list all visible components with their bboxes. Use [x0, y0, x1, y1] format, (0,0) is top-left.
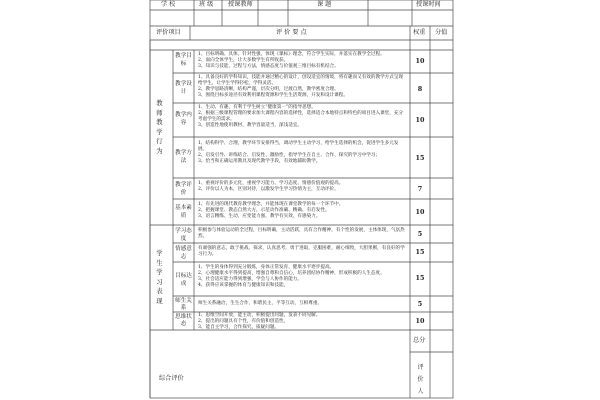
criteria-item: 1、目标明确、具体，针对性强，体现《课标》理念，符合学生实际，并落实在教学全过程。	[198, 52, 385, 57]
criteria-item: 积极参与体验运动的全过程，目标明确，主动活跃，具有合作精神，有个性的发展，主体体现，气氛热烈。	[198, 228, 405, 240]
evaluator-label: 评价人	[417, 364, 424, 395]
weight-teacher-student: 5	[417, 300, 423, 308]
criteria-item: 2、心理健康水平得到提高，增强自尊和自信心，培养团结协作精神，形成积极的人生态度。	[198, 271, 385, 277]
criteria-teaching-content	[198, 105, 406, 129]
evaluator-input[interactable]	[431, 356, 456, 396]
criteria-item: 2、提出的问题具有个性，有价值和创造性。	[198, 319, 289, 325]
criteria-item: 3、能自主学习，合作探究，质疑问题。	[198, 325, 280, 331]
criteria-item: 3、语言精练、生动，应变能力强，教学有实效，有感染力。	[198, 214, 321, 220]
criteria-teaching-method	[198, 141, 406, 165]
criteria-item: 有顽强的意志，敢于挑战、探求，认真思考，勇于进取，克服困难，耐心细致，大胆果断，有良好的学习行为。	[198, 246, 405, 258]
group-teaching-design: 教学设计	[175, 81, 192, 95]
criteria-teaching-evaluation	[198, 181, 406, 193]
topic-input[interactable]	[289, 12, 371, 26]
topic-label: 课 题	[317, 1, 332, 8]
criteria-item: 2、评价以人为本，区别对待，以激发学生学习热情为主，互动评价。	[198, 187, 339, 193]
school-label: 学 校	[161, 1, 176, 8]
criteria-basic-quality	[198, 202, 406, 220]
criteria-item: 1、有先进的现代教育教学理念，并能体现在课堂教学的每一个环节中。	[198, 202, 344, 207]
weight-teaching-goal: 10	[415, 57, 425, 65]
group-teaching-method: 教学方法	[175, 150, 192, 164]
criteria-item: 2、教学思路清晰，结构严谨，层次分明，过渡自然，教学密度合理。	[198, 87, 339, 93]
project-column-header: 评价项目	[156, 29, 181, 36]
weight-goal-achievement: 15	[415, 274, 425, 282]
weight-column-header: 权重	[413, 29, 426, 36]
criteria-item: 1、具备良好的学科知识，技能并通过精心的设计，创设适宜的情境，将有趣而又有效的教学方式呈现给学生，让学生学得轻松，学得灵活。	[198, 75, 404, 87]
criteria-item: 师生关系融洽，生生合作，和谐民主，平等互动，互相尊重。	[198, 301, 323, 306]
group-emotion-will: 情感意志	[175, 246, 192, 260]
score-column-header: 分值	[435, 29, 448, 36]
teacher-label: 授课教师	[228, 1, 253, 8]
weight-basic-quality: 10	[415, 208, 425, 216]
class-label: 班 级	[199, 1, 214, 8]
teacher-section-label: 教师教学行为	[156, 99, 163, 155]
criteria-item: 4、获得应该掌握的体育与健康知识和技能。	[198, 283, 289, 289]
time-label: 授课时间	[416, 1, 441, 8]
criteria-item: 3、恰当和正确运用教具及现代教学手段，有效地辅助教学。	[198, 159, 321, 165]
weight-teaching-design: 8	[417, 85, 423, 93]
group-thinking-state: 思维状态	[175, 314, 192, 327]
criteria-item: 2、启发引导、讲练结合、启发性、激励性，指导学生在自主、合作、探究的学习中学习；	[198, 153, 381, 159]
criteria-item: 1、思维空间开放，能主动，积极提出问题，发表不同见解。	[198, 313, 321, 318]
group-teaching-evaluation: 教学评价	[175, 182, 192, 196]
criteria-item: 3、围绕目标多途径有效利用课程资源和学生生活资源，开发和设计课程。	[198, 93, 348, 99]
group-goal-achievement: 目标达成	[175, 273, 192, 287]
weight-thinking-state: 10	[415, 317, 425, 325]
criteria-thinking-state	[198, 313, 406, 331]
points-column-header: 评 价 要 点	[276, 29, 307, 36]
total-score-input[interactable]	[431, 334, 456, 352]
criteria-item: 1、生动、有趣，有利于学生树立“健康第一”的指导思想。	[198, 105, 316, 110]
group-teacher-student: 师生关系	[175, 298, 192, 311]
teacher-input[interactable]	[259, 12, 291, 26]
criteria-item: 2、把握课堂、教态自然大方，示范动作准确、精确、有启发性。	[198, 208, 330, 214]
student-section-label: 学生学习表现	[156, 249, 163, 305]
criteria-goal-achievement	[198, 265, 406, 289]
weight-learning-attitude: 5	[417, 230, 423, 238]
criteria-emotion-will	[198, 246, 406, 258]
weight-teaching-method: 15	[415, 154, 425, 162]
overall-evaluation-label: 综合评价	[159, 375, 184, 382]
class-input[interactable]	[195, 12, 225, 26]
criteria-learning-attitude	[198, 228, 406, 240]
overall-evaluation-input[interactable]	[195, 334, 409, 398]
weight-emotion-will: 15	[415, 248, 425, 256]
criteria-item: 1、重视评价的多元化，重视学习能力、学习态度、情感价值观的提高。	[198, 181, 344, 186]
criteria-item: 1、学生的身体得到充分锻炼，身体正常发育，健康水平逐步提高。	[198, 265, 335, 270]
group-learning-attitude: 学习态度	[175, 228, 192, 242]
weight-teaching-content: 10	[415, 116, 425, 124]
criteria-item: 3、知识与技能，过程与方法，情感态度与价值观三维目标有机结合。	[198, 64, 339, 70]
group-teaching-goal: 教学目标	[175, 53, 192, 67]
group-teaching-content: 教学内容	[175, 112, 192, 126]
criteria-item: 3、创造性地使用教材，教学容量适当，深浅适宜。	[198, 123, 302, 129]
group-basic-quality: 基本素质	[175, 205, 192, 219]
criteria-item: 2、根据三级课程管理的要求加大课程内容的选择性，选择适合本地特点和特色的项目进入课堂，充分考虑学生的需求。	[198, 111, 404, 123]
total-score-label: 总分	[413, 337, 426, 344]
criteria-teaching-goal	[198, 52, 406, 70]
weight-teaching-evaluation: 7	[417, 185, 423, 193]
criteria-item: 3、社会适应能力得到增强，学会与人协作的能力。	[198, 277, 302, 283]
criteria-item: 1、结构科学、合理，教学环节安排得当，调动学生主动学习，给学生选择的机会，促进学生多元发展。	[198, 141, 399, 153]
time-input[interactable]	[413, 12, 456, 26]
criteria-teaching-design	[198, 75, 406, 99]
criteria-item: 2、面向全体学生，让大多数学生有所收获。	[198, 58, 289, 64]
criteria-teacher-student	[198, 301, 406, 307]
